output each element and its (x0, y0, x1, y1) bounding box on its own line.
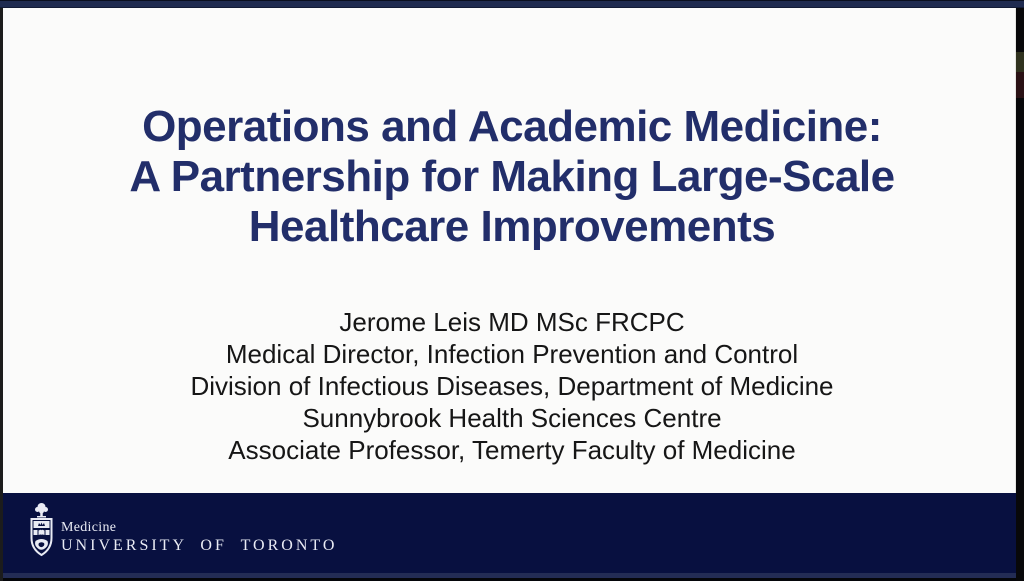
footer-bar (0, 493, 1024, 573)
presenter-affiliation-2: Associate Professor, Temerty Faculty of Medicine (228, 435, 796, 465)
presenter-role-2: Division of Infectious Diseases, Department of Medicine (190, 371, 834, 401)
uoft-logo (28, 502, 337, 564)
title-line-1: Operations and Academic Medicine: (142, 102, 882, 151)
footer-department: Medicine (61, 520, 117, 535)
left-frame-edge (0, 8, 3, 581)
title-line-2: A Partnership for Making Large-Scale (129, 152, 895, 201)
presenter-name: Jerome Leis MD MSc FRCPC (339, 307, 685, 337)
presenter-role-1: Medical Director, Infection Prevention and Control (225, 339, 799, 369)
right-edge-artifact-maroon (1016, 72, 1024, 98)
top-letterbox-bar (0, 0, 1024, 8)
uoft-logo-text (61, 502, 337, 555)
footer-institution: UNIVERSITY OF TORONTO (61, 537, 338, 554)
slide-title (0, 102, 1024, 252)
title-line-3: Healthcare Improvements (248, 202, 776, 251)
right-frame-edge (1016, 8, 1024, 581)
presenter-affiliation-1: Sunnybrook Health Sciences Centre (302, 403, 722, 433)
uoft-crest-icon (28, 502, 55, 564)
right-edge-artifact-olive (1016, 52, 1024, 72)
presenter-info (0, 306, 1024, 466)
